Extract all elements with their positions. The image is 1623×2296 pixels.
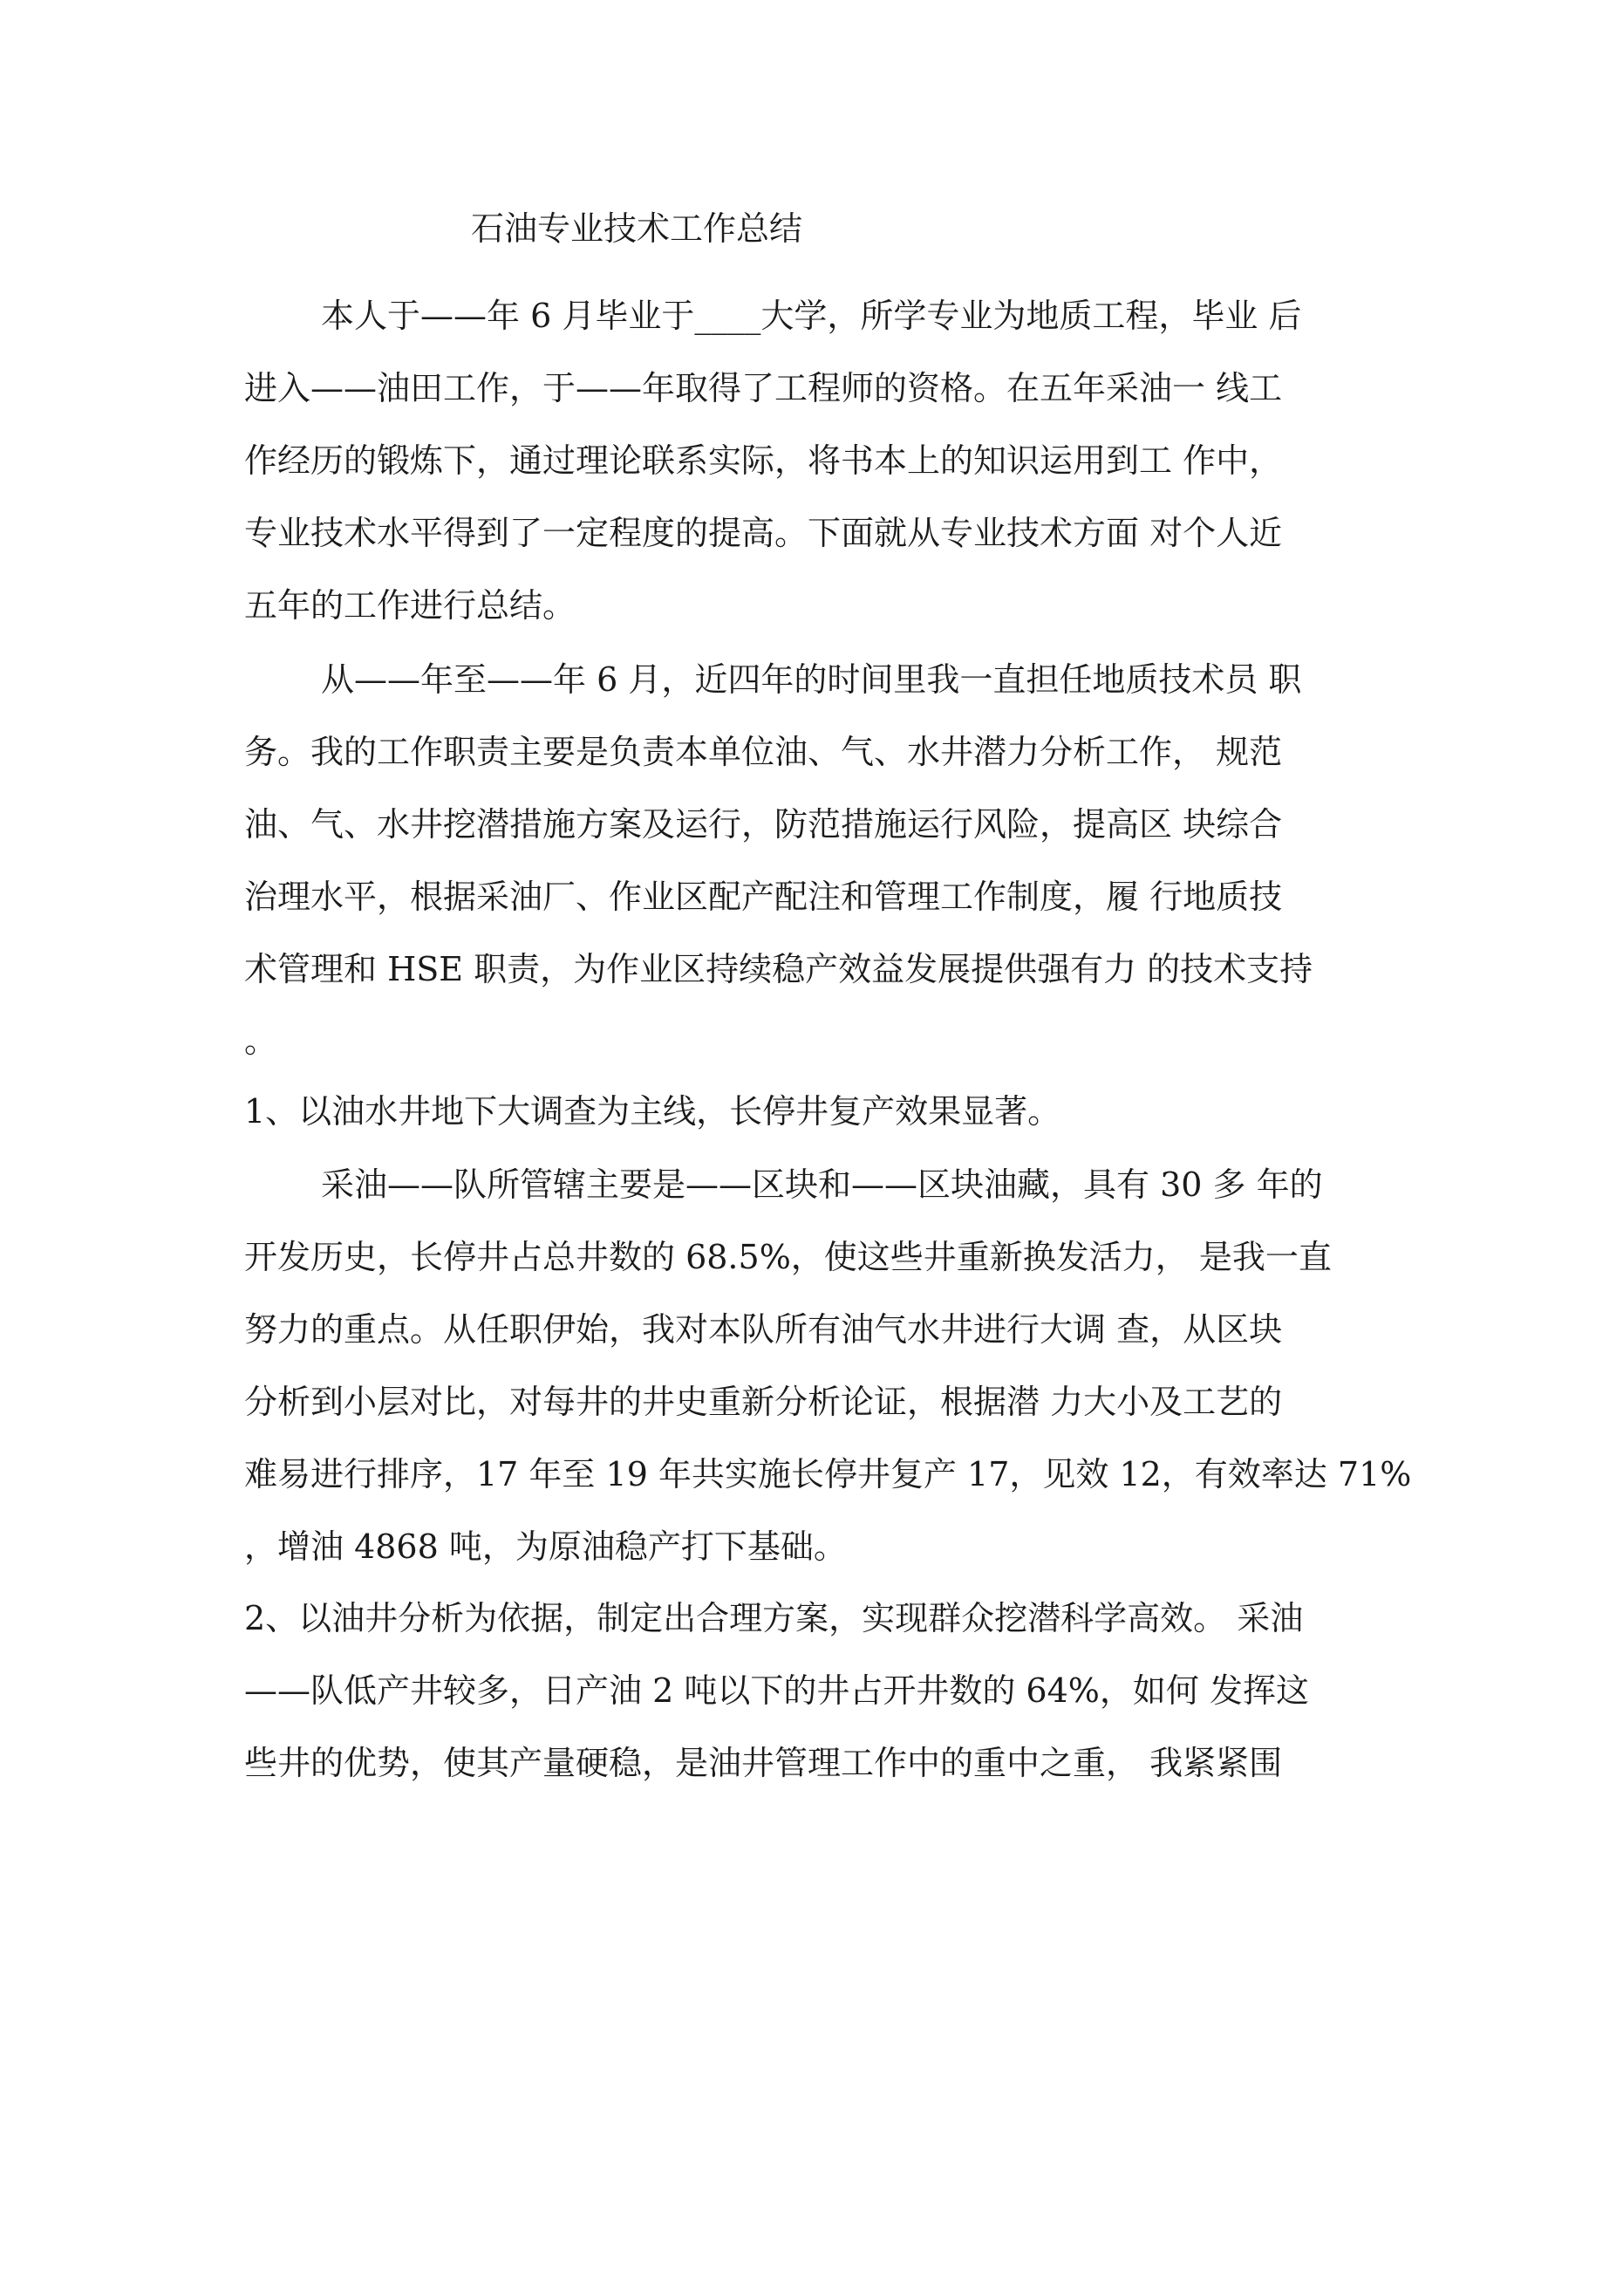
document-title: 石油专业技术工作总结 bbox=[471, 209, 803, 248]
text-line: 油、气、水井挖潜措施方案及运行，防范措施运行风险，提高区 块综合 bbox=[244, 805, 1283, 844]
text-line: 作经历的锻炼下，通过理论联系实际，将书本上的知识运用到工 作中， bbox=[244, 441, 1283, 480]
text-line: 术管理和 HSE 职责，为作业区持续稳产效益发展提供强有力 的技术支持 bbox=[244, 950, 1313, 988]
text-line: 开发历史，长停井占总井数的 68.5%，使这些井重新换发活力， 是我一直 bbox=[244, 1238, 1332, 1276]
text-line: 专业技术水平得到了一定程度的提高。下面就从专业技术方面 对个人近 bbox=[244, 514, 1283, 552]
text-line: 进入——油田工作，于——年取得了工程师的资格。在五年采油一 线工 bbox=[244, 369, 1283, 407]
text-line: 分析到小层对比，对每井的井史重新分析论证，根据潜 力大小及工艺的 bbox=[244, 1383, 1283, 1421]
text-line: ，增油 4868 吨，为原油稳产打下基础。 bbox=[244, 1527, 847, 1566]
text-line: 五年的工作进行总结。 bbox=[244, 586, 576, 625]
text-line: 。 bbox=[244, 1022, 278, 1060]
text-line: 些井的优势，使其产量硬稳，是油井管理工作中的重中之重， 我紧紧围 bbox=[244, 1744, 1283, 1782]
text-line: ——队低产井较多，日产油 2 吨以下的井占开井数的 64%，如何 发挥这 bbox=[244, 1671, 1309, 1710]
text-line: 采油——队所管辖主要是——区块和——区块油藏，具有 30 多 年的 bbox=[321, 1165, 1323, 1204]
text-line: 本人于——年 6 月毕业于____大学，所学专业为地质工程，毕业 后 bbox=[321, 297, 1302, 335]
text-line: 2、以油井分析为依据，制定出合理方案，实现群众挖潜科学高效。 采油 bbox=[244, 1599, 1304, 1637]
text-line: 治理水平，根据采油厂、作业区配产配注和管理工作制度，履 行地质技 bbox=[244, 878, 1283, 916]
text-line: 难易进行排序，17 年至 19 年共实施长停井复产 17，见效 12，有效率达 71% bbox=[244, 1455, 1412, 1493]
text-line: 务。我的工作职责主要是负责本单位油、气、水井潜力分析工作， 规范 bbox=[244, 733, 1283, 771]
text-line: 1、以油水井地下大调查为主线，长停井复产效果显著。 bbox=[244, 1092, 1061, 1131]
text-line: 从——年至——年 6 月，近四年的时间里我一直担任地质技术员 职 bbox=[321, 660, 1302, 699]
text-line: 努力的重点。从任职伊始，我对本队所有油气水井进行大调 查，从区块 bbox=[244, 1310, 1283, 1349]
